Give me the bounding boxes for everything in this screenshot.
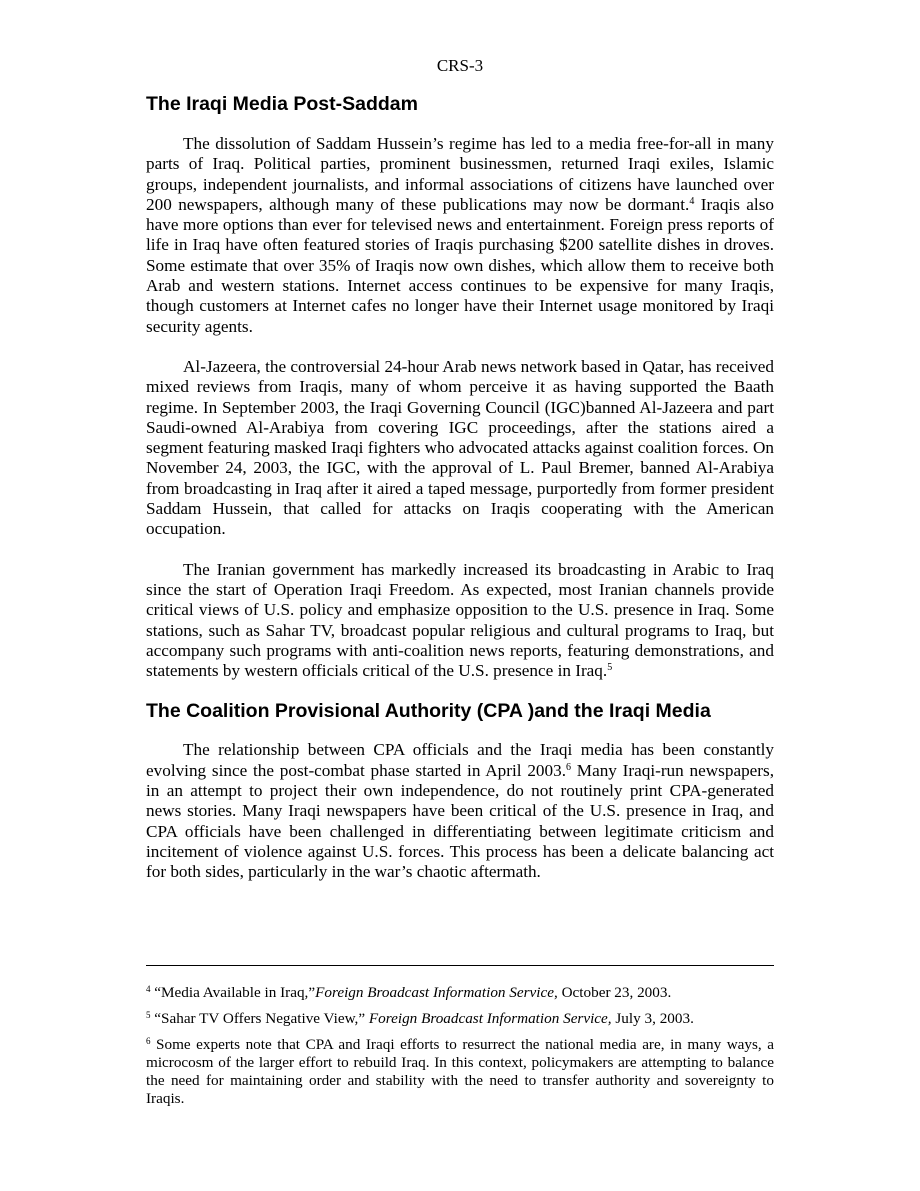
paragraph-cpa-relationship: [146, 740, 774, 882]
footnotes: [146, 984, 774, 1116]
footnote-number: 5: [146, 1010, 151, 1020]
section-heading-cpa: The Coalition Provisional Authority (CPA )and the Iraqi Media: [146, 700, 711, 723]
footnote-source: Foreign Broadcast Information Service,: [368, 1010, 612, 1027]
footnote-text: , October 23, 2003.: [554, 984, 672, 1001]
footnote-6: [146, 1036, 774, 1108]
paragraph-text: Iraqis also have more options than ever for televised news and entertainment. Foreign press reports of life in Iraq have often featured stories of Iraqis purchasing $200 satellite dishes in droves. Some estimate that over 35% of Iraqis now own dishes, which allow them to receive both Arab and western stations. Internet access continues to be expensive for many Iraqis, though customers at Internet cafes no longer have their Internet usage monitored by Iraqi security agents.: [146, 194, 774, 336]
footnote-ref-6[interactable]: 6: [566, 761, 571, 773]
footnote-ref-5[interactable]: 5: [607, 662, 613, 674]
paragraph-iranian-broadcasting: [146, 560, 774, 682]
footnote-text: Some experts note that CPA and Iraqi efforts to resurrect the national media are, in many ways, a microcosm of the larger effort to rebuild Iraq. In this context, policymakers are attempting to balance the need for maintaining order and stability with the need to transfer authority and sovereignty to Iraqis.: [146, 1036, 774, 1107]
footnote-number: 6: [146, 1036, 151, 1046]
footnote-ref-4[interactable]: 4: [689, 195, 695, 207]
paragraph-text: The dissolution of Saddam Hussein’s regime has led to a media free-for-all in many parts of Iraq. Political parties, prominent businessmen, returned Iraqi exiles, Islamic groups, independent journalists, and informal associations of citizens have launched over 200 newspapers, although many of these publications may now be dormant.: [146, 134, 774, 214]
page-number: CRS-3: [436, 56, 484, 75]
paragraph-text: The relationship between CPA officials and the Iraqi media has been constantly evolving since the post-combat phase started in April 2003.: [146, 740, 774, 780]
paragraph-text: Many Iraqi-run newspapers, in an attempt to project their own independence, do not routinely print CPA-generated news stories. Many Iraqi newspapers have been critical of the U.S. presence in Iraq, and CPA officials have been challenged in differentiating between legitimate criticism and incitement of violence against U.S. forces. This process has been a delicate balancing act for both sides, particularly in the war’s chaotic aftermath.: [146, 760, 774, 882]
section-heading-iraqi-media: The Iraqi Media Post-Saddam: [146, 93, 418, 115]
footnote-text: “Sahar TV Offers Negative View,”: [150, 1010, 369, 1027]
footnote-text: July 3, 2003.: [611, 1010, 694, 1027]
paragraph-text: The Iranian government has markedly increased its broadcasting in Arabic to Iraq since the start of Operation Iraqi Freedom. As expected, most Iranian channels provide critical views of U.S. policy and emphasize opposition to the U.S. presence in Iraq. Some stations, such as Sahar TV, broadcast popular religious and cultural programs to Iraq, but accompany such programs with anti-coalition news reports, featuring demonstrations, and statements by western officials critical of the U.S. presence in Iraq.: [146, 559, 774, 681]
main-content: [146, 90, 774, 883]
footnote-5: [146, 1010, 774, 1028]
footnote-text: “Media Available in Iraq,”: [150, 984, 316, 1001]
footnote-4: [146, 984, 774, 1002]
footnote-divider: [146, 965, 774, 966]
footnote-source: Foreign Broadcast Information Service: [315, 984, 554, 1001]
paragraph-media-free-for-all: [146, 134, 774, 337]
paragraph-al-jazeera: Al-Jazeera, the controversial 24-hour Arab news network based in Qatar, has received mixed reviews from Iraqis, many of whom perceive it as having supported the Baath regime. In September 2003, the Iraqi Governing Council (IGC)banned Al-Jazeera and part Saudi-owned Al-Arabiya from covering IGC proceedings, after the stations aired a segment featuring masked Iraqi fighters who advocated attacks against coalition forces. On November 24, 2003, the IGC, with the approval of L. Paul Bremer, banned Al-Arabiya from broadcasting in Iraq after it aired a taped message, purportedly from former president Saddam Hussein, that called for attacks on Iraqis cooperating with the American occupation.: [146, 356, 774, 539]
footnote-number: 4: [146, 984, 151, 994]
